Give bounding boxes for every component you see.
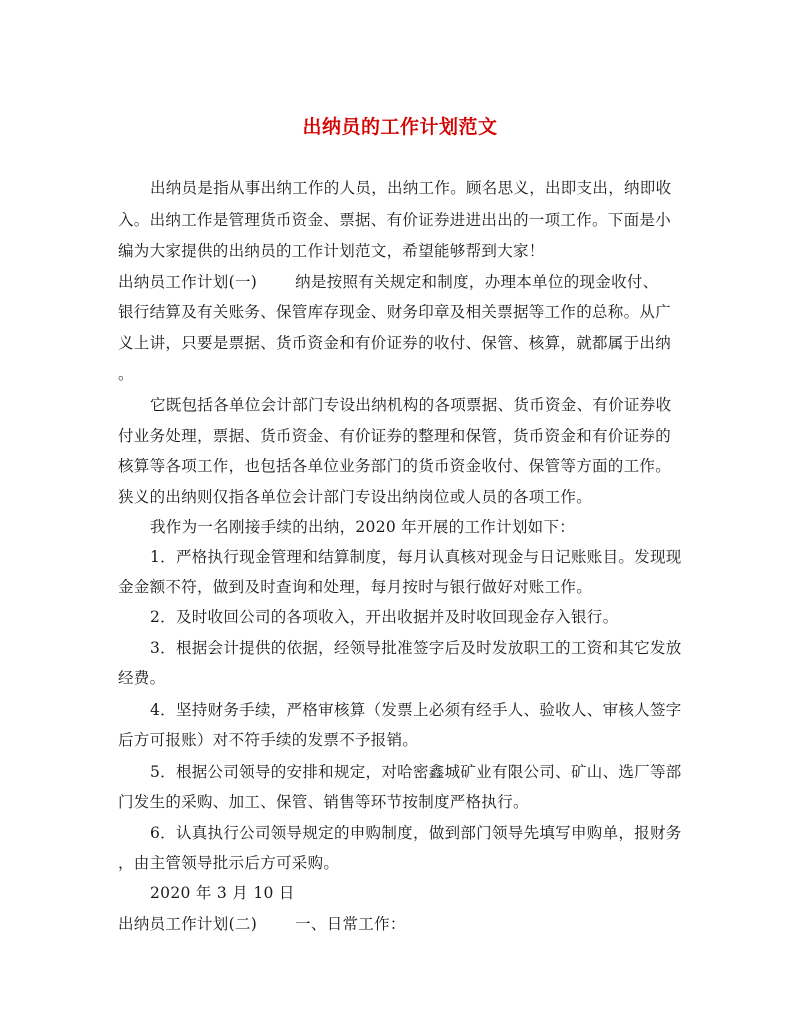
section-heading-line (118, 914, 406, 934)
list-item-line: 5．根据公司领导的安排和规定，对哈密鑫城矿业有限公司、矿山、选厂等部 (150, 763, 682, 781)
date-line: 2020 年 3 月 10 日 (150, 884, 295, 902)
paragraph-text: 一、日常工作： (295, 915, 406, 933)
paragraph-line: 银行结算及有关账务、保管库存现金、财务印章及相关票据等工作的总称。从广 (118, 303, 672, 321)
list-item-line: 4．坚持财务手续，严格审核算（发票上必须有经手人、验收人、审核人签字 (150, 701, 682, 719)
list-item-line: 门发生的采购、加工、保管、销售等环节按制度严格执行。 (118, 793, 529, 811)
paragraph-line: 狭义的出纳则仅指各单位会计部门专设出纳岗位或人员的各项工作。 (118, 488, 593, 506)
section-heading: 出纳员工作计划(一) (118, 273, 258, 291)
paragraph-line: 入。出纳工作是管理货币资金、票据、有价证券进进出出的一项工作。下面是小 (118, 211, 672, 229)
paragraph-line: 核算等各项工作，也包括各单位业务部门的货币资金收付、保管等方面的工作。 (118, 457, 672, 475)
list-item-line: 2．及时收回公司的各项收入，开出收据并及时收回现金存入银行。 (150, 608, 619, 626)
list-item-line: 3．根据会计提供的依据，经领导批准签字后及时发放职工的工资和其它发放 (150, 639, 682, 657)
paragraph-line: 编为大家提供的出纳员的工作计划范文，希望能够帮到大家！ (118, 242, 545, 260)
paragraph-line: 义上讲，只要是票据、货币资金和有价证券的收付、保管、核算，就都属于出纳 (118, 334, 672, 352)
list-item-line: ，由主管领导批示后方可采购。 (118, 854, 340, 872)
list-item-line: 金金额不符，做到及时查询和处理，每月按时与银行做好对账工作。 (118, 578, 593, 596)
paragraph-line: 出纳员是指从事出纳工作的人员，出纳工作。顾名思义，出即支出，纳即收 (150, 179, 672, 197)
list-item-line: 经费。 (118, 669, 166, 687)
section-heading-line (118, 272, 659, 292)
document-title: 出纳员的工作计划范文 (302, 116, 498, 138)
paragraph-line: 。 (118, 365, 134, 383)
paragraph-line: 我作为一名刚接手续的出纳，2020 年开展的工作计划如下： (150, 518, 576, 536)
paragraph-line: 付业务处理，票据、货币资金、有价证券的整理和保管，货币资金和有价证券的 (118, 427, 672, 445)
list-item-line: 后方可报账）对不符手续的发票不予报销。 (118, 731, 419, 749)
paragraph-line: 它既包括各单位会计部门专设出纳机构的各项票据、货币资金、有价证券收 (150, 396, 672, 414)
section-heading: 出纳员工作计划(二) (118, 915, 258, 933)
list-item-line: 6．认真执行公司领导规定的申购制度，做到部门领导先填写申购单，报财务 (150, 824, 682, 842)
paragraph-text: 纳是按照有关规定和制度，办理本单位的现金收付、 (295, 273, 659, 291)
list-item-line: 1．严格执行现金管理和结算制度，每月认真核对现金与日记账账目。发现现 (150, 548, 682, 566)
